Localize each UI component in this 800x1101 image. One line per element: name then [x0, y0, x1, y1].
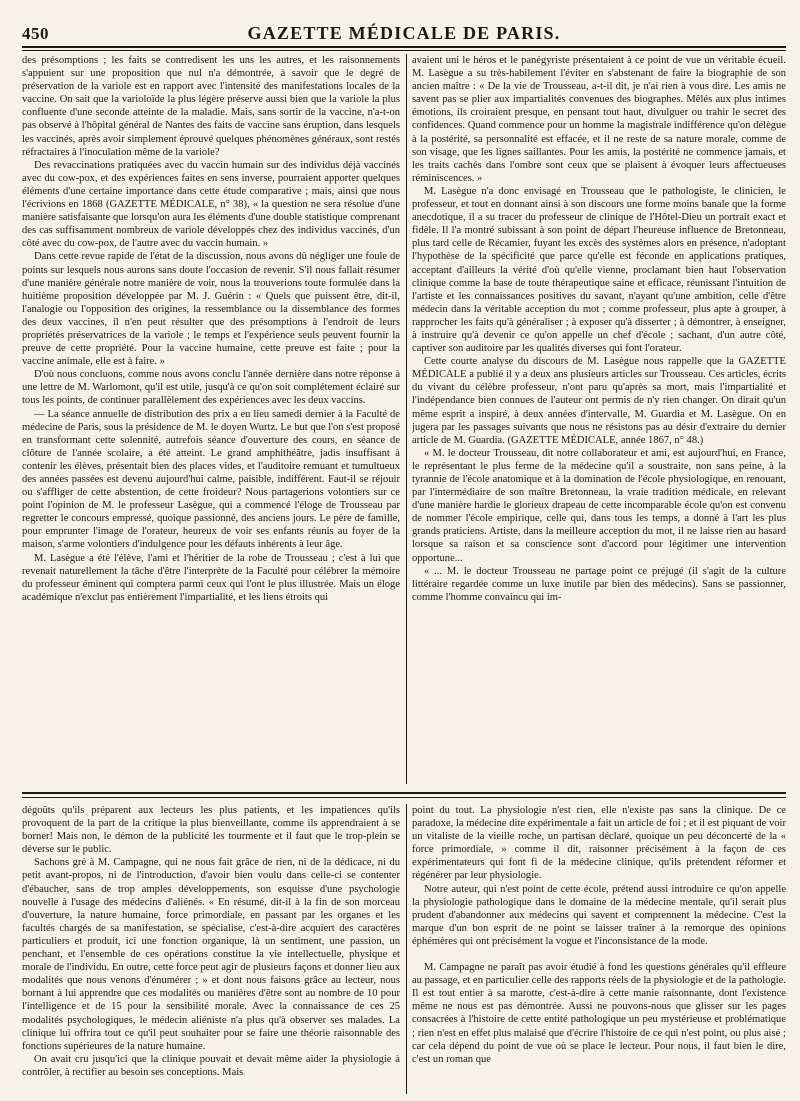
paragraph: D'où nous concluons, comme nous avons conclu l'année dernière dans notre réponse à une lettre de M. Warlomont, qu'il est utile, jusqu'à ce qu'on soit complétement éclairé sur tous les points, de continuer parallèlement des expériences avec les deux vaccins.: [22, 369, 400, 407]
page-header: [22, 8, 786, 44]
lower-right-column: [412, 804, 786, 1094]
section-rule-thin: [22, 797, 786, 798]
paragraph: M. Campagne ne paraît pas avoir étudié à fond les questions générales qu'il effleure au passage, et en particulier celle des rapports réels de la physiologie et de la pathologie. Il est tout entier à sa marotte, c'est-à-dire à cette manie raisonnante, dont l'existence même ne nous est pas démontrée. Aussi ne pouvons-nous que glisser sur les pages consacrées à l'histoire de cette entité pathologique un peu mystérieuse et problématique ; rien n'est en effet plus malaisé que d'écrire l'histoire de ce qui n'est point, ou plus aisé ; car cela dépend du point de vue où se place le lecteur. Pour nous, il faut bien le dire, c'est un roman que: [412, 962, 786, 1065]
paragraph: Notre auteur, qui n'est point de cette école, prétend aussi introduire ce qu'on appelle la physiologie pathologique dans le domaine de la médecine mentale, qu'il serait plus prudent d'abandonner aux médecins qui savent et comprennent la médecine. C'est la marque d'un bon esprit de ne point se laisser traîner à la remorque des opinions éphémères qui ont précisément la vogue et l'inconsistance de la mode.: [412, 883, 786, 947]
header-rule: [22, 46, 786, 48]
paragraph: dégoûts qu'ils préparent aux lecteurs les plus patients, et les impatiences qu'ils provoquent de la part de la critique la plus bienveillante, comme ils apprendraient à se borner! Mais non, le démon de la publicité les tourmente et il faut que le trop-plein se déverse sur le public.: [22, 805, 400, 856]
journal-title: GAZETTE MÉDICALE DE PARIS.: [247, 23, 561, 43]
column-divider: [406, 54, 407, 784]
page-number: 450: [22, 24, 49, 43]
lower-left-column: [22, 804, 400, 1094]
upper-right-column: [412, 54, 786, 784]
upper-left-column: [22, 54, 400, 784]
column-divider: [406, 804, 407, 1094]
paragraph: Des revaccinations pratiquées avec du vaccin humain sur des individus déjà vaccinés avec du cow-pox, et des expériences faites en sens inverse, pourraient apporter quelques éléments d'une certaine importance dans cette étude comparative ; mais, ainsi que nous l'écrivions en 1868 (GAZETTE MÉDICALE, n° 38), « la question ne sera résolue d'une manière satisfaisante que lorsqu'on aura les éléments d'une double statistique comprenant des cas suffisamment nombreux de variole développés chez des individus vaccinés, d'un côté avec du cow-pox, de l'autre avec du vaccin humain. »: [22, 159, 400, 250]
paragraph: M. Lasègue n'a donc envisagé en Trousseau que le pathologiste, le clinicien, le professeur, et tout en donnant ainsi à son discours une forme moins banale que la forme anecdotique, il a su tracer du professeur de clinique de l'Hôtel-Dieu un portrait exact et fidèle. Il l'a montré subissant à son point de départ l'heureuse influence de Bretonneau, plus tard celle de Récamier, fuyant les excès des systèmes alors en présence, n'adoptant l'hypothèse de la spécificité que parce qu'elle est féconde en applications pratiques, acceptant d'ailleurs la vérité d'où qu'elle vienne, proclamant bien haut l'observation clinique comme la base de toute thérapeutique saine et efficace, réunissant l'intuition de l'artiste et les connaissances positives du savant, n'ayant qu'une ambition, celle d'être médecin dans la véritable acception du mot ; comme professeur, plus apte à grouper, à rapprocher les faits qu'à généraliser ; à exposer qu'à disserter ; à démontrer, à enseigner, à instruire qu'à devenir ce qu'on appelle un chef d'école ; sachant, d'un autre côté, captiver son auditoire par les qualités diverses qui font l'orateur.: [412, 185, 786, 355]
newspaper-page: [22, 8, 786, 1094]
paragraph: — La séance annuelle de distribution des prix a eu lieu samedi dernier à la Faculté de médecine de Paris, sous la présidence de M. le doyen Wurtz. Le but que l'on s'est proposé en transformant cette solennité, autrefois séance d'ouverture des cours, en séance de clôture de l'année scolaire, a été atteint. Le grand amphithéâtre, jadis insuffisant à contenir les élèves, présentait bien des places vides, et l'auditoire remuant et tumultueux des années passées est devenu aujourd'hui calme, paisible, indifférent. Faut-il se réjouir ou s'affliger de cette abstention, de cette froideur? Nous partagerions volontiers sur ce point l'opinion de M. le professeur Lasègue, qui a commencé l'éloge de Trousseau par regretter le concours empressé, quoique passionné, des anciens jours. Le père de famille, pour emprunter l'image de l'orateur, heureux de voir ses enfants réunis au foyer de la maison, s'arme volontiers d'indulgence pour les défauts inhérents à leur âge.: [22, 408, 400, 551]
paragraph: point du tout. La physiologie n'est rien, elle n'existe pas sans la clinique. De ce paradoxe, la médecine dite expérimentale a fait un article de foi ; et il est piquant de voir un vitaliste de la vieille roche, un partisan déclaré, quoique un peu déconcerté de la « force primordiale, » comme il dit, raisonner précisément à la façon de ces expérimentateurs qui font fi de la médecine clinique, qu'ils prétendent réformer et régénérer par leur physiologie.: [412, 805, 786, 882]
spacer: [412, 948, 786, 961]
paragraph: des présomptions ; les faits se contredisent les uns les autres, et les raisonnements s'appuient sur une proposition que nul n'a démontrée, à savoir que le degré de préservation de la variole est en rapport avec l'intensité des manifestations locales de la vaccine. On sait que la varioloïde la plus légère préserve aussi bien que la variole la plus confluente d'une seconde atteinte de la maladie. Mais, sans sortir de la vaccine, n'a-t-on pas observé à l'hôpital général de Nantes des faits de vaccine sans éruption, dans lesquels les vaccinés, après avoir simplement éprouvé quelques phénomènes généraux, sont restés réfractaires à l'inoculation même de la variole?: [22, 55, 400, 158]
paragraph: « M. le docteur Trousseau, dit notre collaborateur et ami, est aujourd'hui, en France, le représentant le plus ferme de la médecine qu'il a soustraite, non sans peine, à la tyrannie de l'école anatomique et à la domination de l'école physiologique, en renouant, par l'intermédiaire de son maître Bretonneau, la vraie tradition médicale, en relevant d'une manière hardie le glorieux drapeau de cette incomparable école qu'on est convenu de nommer l'école empirique, celle qui, dans tous les temps, a donné à l'art les plus grands praticiens. Artiste, dans la meilleure acception du mot, il ne laisse rien au hasard lorsque sa raison et sa conscience sont d'accord pour légitimer une intervention opportune...: [412, 447, 786, 564]
paragraph: Cette courte analyse du discours de M. Lasègue nous rappelle que la GAZETTE MÉDICALE a publié il y a deux ans plusieurs articles sur Trousseau. Ces articles, écrits du vivant du célèbre professeur, n'ont paru qu'après sa mort, mais l'impartialité et l'indépendance bien connues de l'auteur ont permis de n'y rien changer. On dirait qu'un même esprit a inspiré, à deux années d'intervalle, M. Guardia et M. Lasègue. On en jugera par les passages suivants que nous ne résistons pas au désir d'extraire du dernier article de M. Guardia. (GAZETTE MÉDICALE, année 1867, n° 48.): [412, 356, 786, 446]
paragraph: « ... M. le docteur Trousseau ne partage point ce préjugé (il s'agit de la culture littéraire regardée comme un luxe inutile par bien des médecins). Sans se passionner, comme l'homme convaincu qui im-: [412, 565, 786, 603]
paragraph: Sachons gré à M. Campagne, qui ne nous fait grâce de rien, ni de la dédicace, ni du petit avant-propos, ni de l'introduction, d'avoir bien voulu dans celle-ci se contenter d'ébaucher, sans de trop amples développements, son esquisse d'une psychologie nouvelle à l'usage des médecins d'aliénés. « En résumé, dit-il à la fin de son morceau d'ouverture, la nature humaine, force primordiale, en passant par les organes et les facultés chargés de sa manifestation, se spécialise, c'est-à-dire acquiert des caractères particuliers et produit, ici une fonction organique, là un sentiment, une passion, un penchant, et l'ensemble de ces opérations constitue la vie intellectuelle, physique et morale de l'individu. En outre, cette force peut agir de plusieurs façons et donner lieu aux modalités que nous venons d'énumérer ; » et dont nous faisons grâce au lecteur, nous bornant à lui apprendre que ces modalités ou manières d'être sont au nombre de 10 pour l'intelligence et de 15 pour la sensibilité morale. Avec la connaissance de ces 25 modalités psychologiques, le médecin aliéniste n'a plus qu'à observer ses malades. La clinique lui offrira tout ce qu'il peut souhaiter pour se faire une théorie raisonnable des fonctions supérieures de la nature humaine.: [22, 857, 400, 1052]
paragraph: Dans cette revue rapide de l'état de la discussion, nous avons dû négliger une foule de points sur lesquels nous aurons sans doute l'occasion de revenir. S'il nous fallait résumer d'une manière générale notre manière de voir, nous la trouverions toute formulée dans la huitième proposition développée par M. J. Guérin : « Quels que puissent être, dit-il, l'analogie ou l'opposition des origines, la ressemblance ou la dissemblance des formes des deux vaccines, il n'en peut résulter que des présomptions à l'endroit de leurs propriétés préservatrices de la variole ; le temps et l'expérience seuls peuvent fournir la preuve de cette propriété. Pour la vaccine humaine, cette preuve est faite ; pour la vaccine animale, elle est à faire. »: [22, 251, 400, 368]
section-rule: [22, 792, 786, 794]
header-rule-thin: [22, 50, 786, 51]
paragraph: On avait cru jusqu'ici que la clinique pouvait et devait même aider la physiologie à contrôler, à rectifier au besoin ses conceptions. Mais: [22, 1053, 400, 1078]
paragraph: avaient uni le héros et le panégyriste présentaient à ce point de vue un véritable écueil. M. Lasègue a su très-habilement l'éviter en s'abstenant de faire la biographie de son ancien maître : « De la vie de Trousseau, a-t-il dit, je n'ai rien à vous dire. Les amis ne savent pas se plier aux impartialités convenues des biographes. Mêlés aux plus intimes émotions, ils croiraient presque, en pensant tout haut, divulguer ou trahir le secret des confidences. Quand commence pour un homme la magistrale indifférence qu'on délègue à la postérité, sa personnalité est effacée, et il ne reste de sa nature morale, comme de son visage, que les lignes saillantes. Pour les amis, la postérité ne commence jamais, et les traits cachés dans l'ombre sont ceux que se plaisent à évoquer leurs affectueuses réminiscences. »: [412, 55, 786, 184]
paragraph: M. Lasègue a été l'élève, l'ami et l'héritier de la robe de Trousseau ; c'est à lui que revenait naturellement la tâche d'être l'interprète de la Faculté pour célébrer la mémoire du professeur éminent qui comptera parmi ceux qui l'ont le plus illustrée. Mais un éloge académique n'exclut pas entièrement l'impartialité, et les liens étroits qui: [22, 552, 400, 603]
